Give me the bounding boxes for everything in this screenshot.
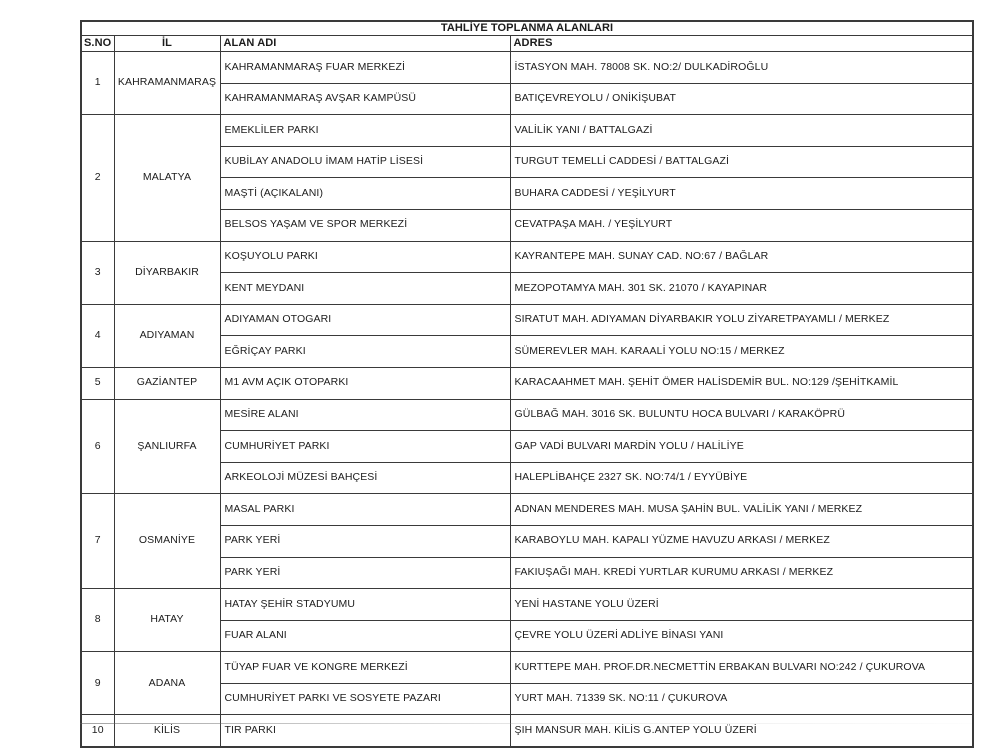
cell-alan-adi: M1 AVM AÇIK OTOPARKI [220,367,510,399]
cell-adres: BATIÇEVREYOLU / ONİKİŞUBAT [510,83,973,115]
cell-adres: SÜMEREVLER MAH. KARAALİ YOLU NO:15 / MERKEZ [510,336,973,368]
cell-il: OSMANİYE [114,494,220,589]
cell-alan-adi: KAHRAMANMARAŞ FUAR MERKEZİ [220,52,510,84]
cell-sno: 3 [81,241,114,304]
document-title: TAHLİYE TOPLANMA ALANLARI [81,21,973,36]
cell-adres: CEVATPAŞA MAH. / YEŞİLYURT [510,209,973,241]
cell-adres: KAYRANTEPE MAH. SUNAY CAD. NO:67 / BAĞLAR [510,241,973,273]
cell-alan-adi: EMEKLİLER PARKI [220,115,510,147]
table-row [81,115,973,147]
table-row [81,367,973,399]
cell-alan-adi: TIR PARKI [220,715,510,747]
cell-adres: YENİ HASTANE YOLU ÜZERİ [510,589,973,621]
cell-alan-adi: PARK YERİ [220,557,510,589]
cell-alan-adi: HATAY ŞEHİR STADYUMU [220,589,510,621]
cell-alan-adi: KOŞUYOLU PARKI [220,241,510,273]
header-row [81,36,973,52]
column-header-adres: ADRES [510,36,973,52]
cell-alan-adi: ARKEOLOJİ MÜZESİ BAHÇESİ [220,462,510,494]
cell-il: ADANA [114,652,220,715]
cell-adres: BUHARA CADDESİ / YEŞİLYURT [510,178,973,210]
cell-alan-adi: PARK YERİ [220,525,510,557]
cell-il: MALATYA [114,115,220,241]
evacuation-areas-table [80,20,974,748]
cell-adres: GAP VADİ BULVARI MARDİN YOLU / HALİLİYE [510,431,973,463]
cell-sno: 1 [81,52,114,115]
scan-artifact-line [80,723,972,724]
table-row [81,589,973,621]
cell-alan-adi: KAHRAMANMARAŞ AVŞAR KAMPÜSÜ [220,83,510,115]
table-row [81,241,973,273]
cell-adres: KARACAAHMET MAH. ŞEHİT ÖMER HALİSDEMİR BUL. NO:129 /ŞEHİTKAMİL [510,367,973,399]
cell-alan-adi: KENT MEYDANI [220,273,510,305]
cell-alan-adi: TÜYAP FUAR VE KONGRE MERKEZİ [220,652,510,684]
cell-adres: ADNAN MENDERES MAH. MUSA ŞAHİN BUL. VALİLİK YANI / MERKEZ [510,494,973,526]
cell-alan-adi: BELSOS YAŞAM VE SPOR MERKEZİ [220,209,510,241]
cell-adres: SIRATUT MAH. ADIYAMAN DİYARBAKIR YOLU ZİYARETPAYAMLI / MERKEZ [510,304,973,336]
cell-adres: KARABOYLU MAH. KAPALI YÜZME HAVUZU ARKASI / MERKEZ [510,525,973,557]
cell-sno: 8 [81,589,114,652]
cell-il: KİLİS [114,715,220,747]
cell-alan-adi: MASAL PARKI [220,494,510,526]
table-body [81,52,973,748]
cell-alan-adi: CUMHURİYET PARKI [220,431,510,463]
column-header-sno: S.NO [81,36,114,52]
cell-adres: YURT MAH. 71339 SK. NO:11 / ÇUKUROVA [510,683,973,715]
cell-alan-adi: ADIYAMAN OTOGARI [220,304,510,336]
cell-sno: 4 [81,304,114,367]
column-header-il: İL [114,36,220,52]
cell-adres: İSTASYON MAH. 78008 SK. NO:2/ DULKADİROĞLU [510,52,973,84]
cell-alan-adi: MESİRE ALANI [220,399,510,431]
cell-il: HATAY [114,589,220,652]
cell-adres: GÜLBAĞ MAH. 3016 SK. BULUNTU HOCA BULVARI / KARAKÖPRÜ [510,399,973,431]
cell-il: ADIYAMAN [114,304,220,367]
cell-adres: TURGUT TEMELLİ CADDESİ / BATTALGAZİ [510,146,973,178]
table-row [81,399,973,431]
cell-adres: HALEPLİBAHÇE 2327 SK. NO:74/1 / EYYÜBİYE [510,462,973,494]
cell-sno: 6 [81,399,114,494]
cell-alan-adi: FUAR ALANI [220,620,510,652]
column-header-alan: ALAN ADI [220,36,510,52]
cell-il: KAHRAMANMARAŞ [114,52,220,115]
table-row [81,52,973,84]
table-row [81,652,973,684]
cell-adres: MEZOPOTAMYA MAH. 301 SK. 21070 / KAYAPINAR [510,273,973,305]
cell-sno: 2 [81,115,114,241]
cell-alan-adi: CUMHURİYET PARKI VE SOSYETE PAZARI [220,683,510,715]
cell-alan-adi: MAŞTİ (AÇIKALANI) [220,178,510,210]
cell-adres: VALİLİK YANI / BATTALGAZİ [510,115,973,147]
cell-sno: 10 [81,715,114,747]
cell-sno: 9 [81,652,114,715]
title-row [81,21,973,36]
cell-sno: 5 [81,367,114,399]
cell-il: ŞANLIURFA [114,399,220,494]
cell-adres: ŞIH MANSUR MAH. KİLİS G.ANTEP YOLU ÜZERİ [510,715,973,747]
cell-adres: ÇEVRE YOLU ÜZERİ ADLİYE BİNASI YANI [510,620,973,652]
cell-il: GAZİANTEP [114,367,220,399]
table-row [81,715,973,747]
cell-sno: 7 [81,494,114,589]
cell-alan-adi: KUBİLAY ANADOLU İMAM HATİP LİSESİ [220,146,510,178]
cell-adres: KURTTEPE MAH. PROF.DR.NECMETTİN ERBAKAN BULVARI NO:242 / ÇUKUROVA [510,652,973,684]
cell-il: DİYARBAKIR [114,241,220,304]
cell-alan-adi: EĞRİÇAY PARKI [220,336,510,368]
table-row [81,304,973,336]
cell-adres: FAKIUŞAĞI MAH. KREDİ YURTLAR KURUMU ARKASI / MERKEZ [510,557,973,589]
table-row [81,494,973,526]
